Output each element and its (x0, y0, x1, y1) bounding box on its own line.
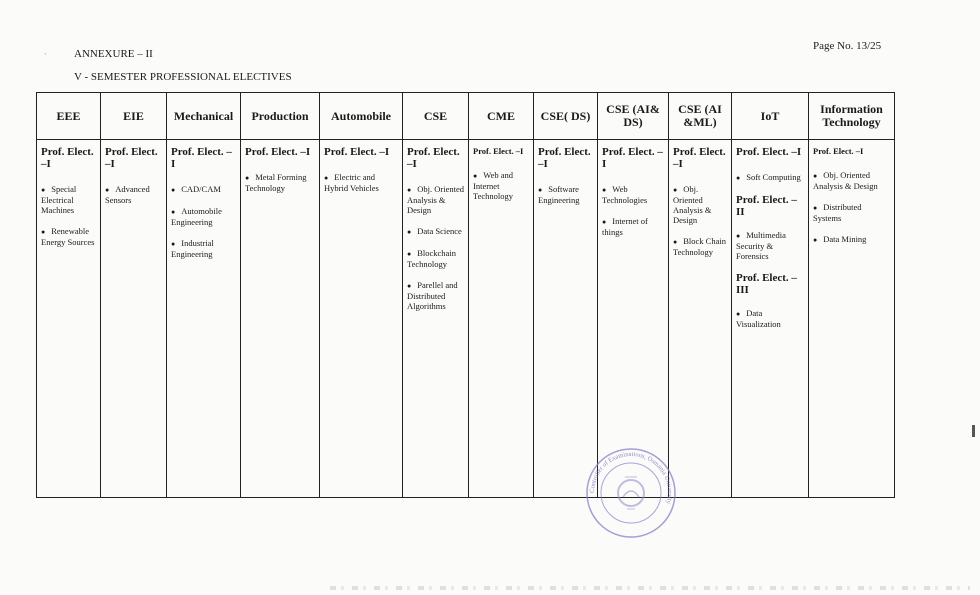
annexure-label: ANNEXURE – II (74, 48, 153, 60)
elective-cell (167, 140, 241, 498)
examination-seal (585, 447, 677, 539)
elective-item (171, 184, 237, 195)
bullet-icon: ● (673, 186, 678, 194)
bullet-icon: ● (813, 172, 818, 180)
elective-item (407, 280, 465, 311)
column-header: CSE (AI& DS) (598, 93, 669, 140)
elective-item-label: Software Engineering (538, 184, 580, 205)
elective-cell (469, 140, 534, 498)
bullet-icon: ● (245, 174, 250, 182)
elective-item (673, 184, 728, 225)
elective-item (324, 172, 399, 193)
column-header: EIE (101, 93, 167, 140)
bullet-icon: ● (736, 174, 741, 182)
elective-list (736, 230, 805, 261)
elective-item (41, 184, 97, 215)
elective-item-label: Obj. Oriented Analysis & Design (673, 184, 712, 225)
bullet-icon: ● (736, 310, 741, 318)
elective-cell (534, 140, 598, 498)
elective-item (813, 234, 891, 245)
seal-text: Controller of Examinations, Osmania University (588, 450, 674, 505)
elective-group-heading: Prof. Elect. – III (736, 272, 797, 296)
elective-group-heading: Prof. Elect. –I (813, 146, 864, 156)
scan-noise (330, 586, 970, 590)
column-header: CME (469, 93, 534, 140)
elective-item-label: Metal Forming Technology (245, 172, 307, 193)
elective-cell (37, 140, 101, 498)
semester-title: V - SEMESTER PROFESSIONAL ELECTIVES (74, 71, 292, 83)
elective-list (602, 184, 665, 237)
electives-row (37, 140, 895, 498)
electives-table (36, 92, 895, 498)
elective-list (736, 308, 805, 329)
elective-item (602, 216, 665, 237)
elective-item-label: Web Technologies (602, 184, 648, 205)
elective-item-label: Data Visualization (736, 308, 781, 329)
elective-item (105, 184, 163, 205)
elective-cell (809, 140, 895, 498)
bullet-icon: ● (538, 186, 543, 194)
elective-group-heading: Prof. Elect. – I (171, 146, 232, 170)
elective-item (41, 226, 97, 247)
elective-item-label: Blockchain Technology (407, 248, 456, 269)
elective-item (171, 206, 237, 227)
elective-item (673, 236, 728, 257)
elective-item-label: Automobile Engineering (171, 206, 222, 227)
elective-list (105, 184, 163, 205)
bullet-icon: ● (407, 282, 412, 290)
elective-item-label: Parellel and Distributed Algorithms (407, 280, 458, 311)
header-row (37, 93, 895, 140)
elective-group-heading: Prof. Elect. –I (105, 146, 158, 170)
column-header: CSE( DS) (534, 93, 598, 140)
bullet-icon: ● (602, 186, 607, 194)
elective-cell (101, 140, 167, 498)
column-header: Production (241, 93, 320, 140)
elective-item (736, 230, 805, 261)
elective-item (171, 238, 237, 259)
margin-mark: ` (44, 52, 47, 61)
elective-item-label: Internet of things (602, 216, 648, 237)
elective-item-label: Obj. Oriented Analysis & Design (813, 170, 878, 191)
column-header: Information Technology (809, 93, 895, 140)
elective-item (538, 184, 594, 205)
bullet-icon: ● (407, 250, 412, 258)
column-header: Automobile (320, 93, 403, 140)
page-number: Page No. 13/25 (813, 40, 882, 52)
bullet-icon: ● (473, 172, 478, 180)
elective-group-heading: Prof. Elect. –I (473, 146, 524, 156)
elective-group-heading: Prof. Elect. –I (407, 146, 460, 170)
bullet-icon: ● (171, 208, 176, 216)
bullet-icon: ● (407, 228, 412, 236)
column-header: EEE (37, 93, 101, 140)
bullet-icon: ● (41, 228, 46, 236)
elective-group-heading: Prof. Elect. –I (736, 146, 802, 158)
bullet-icon: ● (41, 186, 46, 194)
elective-cell (241, 140, 320, 498)
elective-group-heading: Prof. Elect. –I (538, 146, 591, 170)
elective-item (602, 184, 665, 205)
elective-item-label: Data Mining (823, 234, 867, 244)
elective-item-label: Obj. Oriented Analysis & Design (407, 184, 464, 215)
column-header: Mechanical (167, 93, 241, 140)
elective-item (813, 170, 891, 191)
elective-item-label: Data Science (417, 226, 462, 236)
elective-cell (320, 140, 403, 498)
elective-item-label: Special Electrical Machines (41, 184, 77, 215)
elective-cell (403, 140, 469, 498)
elective-item-label: Multimedia Security & Forensics (736, 230, 786, 261)
elective-item-label: Renewable Energy Sources (41, 226, 95, 247)
elective-item-label: Electric and Hybrid Vehicles (324, 172, 379, 193)
elective-item (736, 172, 805, 183)
elective-list (538, 184, 594, 205)
column-header: IoT (732, 93, 809, 140)
elective-cell (669, 140, 732, 498)
elective-item (407, 248, 465, 269)
edge-mark (972, 425, 975, 437)
elective-list (673, 184, 728, 257)
elective-list (245, 172, 316, 193)
bullet-icon: ● (813, 204, 818, 212)
elective-item (245, 172, 316, 193)
bullet-icon: ● (736, 232, 741, 240)
elective-list (171, 184, 237, 259)
elective-item (407, 226, 465, 237)
elective-item (473, 170, 530, 201)
elective-item (736, 308, 805, 329)
elective-item-label: Advanced Sensors (105, 184, 150, 205)
elective-list (41, 184, 97, 247)
bullet-icon: ● (171, 186, 176, 194)
elective-group-heading: Prof. Elect. – II (736, 194, 797, 218)
elective-group-heading: Prof. Elect. – I (602, 146, 663, 170)
elective-item-label: Block Chain Technology (673, 236, 726, 257)
elective-group-heading: Prof. Elect. –I (41, 146, 94, 170)
bullet-icon: ● (105, 186, 110, 194)
elective-group-heading: Prof. Elect. –I (245, 146, 311, 158)
bullet-icon: ● (171, 240, 176, 248)
column-header: CSE (AI &ML) (669, 93, 732, 140)
elective-list (473, 170, 530, 201)
elective-item-label: Web and Internet Technology (473, 170, 514, 201)
elective-list (736, 172, 805, 183)
bullet-icon: ● (407, 186, 412, 194)
elective-list (407, 184, 465, 311)
elective-item (407, 184, 465, 215)
bullet-icon: ● (602, 218, 607, 226)
elective-item (813, 202, 891, 223)
elective-cell (598, 140, 669, 498)
elective-item-label: CAD/CAM (181, 184, 221, 194)
elective-item-label: Industrial Engineering (171, 238, 214, 259)
bullet-icon: ● (813, 236, 818, 244)
column-header: CSE (403, 93, 469, 140)
elective-group-heading: Prof. Elect. –I (673, 146, 726, 170)
elective-cell (732, 140, 809, 498)
elective-list (324, 172, 399, 193)
elective-item-label: Distributed Systems (813, 202, 862, 223)
elective-list (813, 170, 891, 245)
bullet-icon: ● (324, 174, 329, 182)
elective-item-label: Soft Computing (746, 172, 801, 182)
bullet-icon: ● (673, 238, 678, 246)
elective-group-heading: Prof. Elect. –I (324, 146, 390, 158)
